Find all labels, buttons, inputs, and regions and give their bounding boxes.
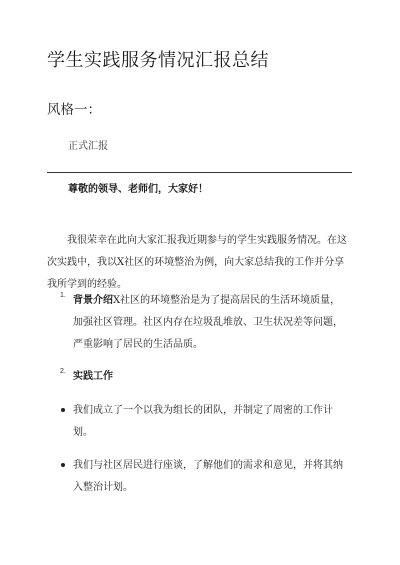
intro-paragraph: 我很荣幸在此向大家汇报我近期参与的学生实践服务情况。在这次实践中，我以X社区的环境整治为例，向大家总结我的工作并分享我所学到的经验。 [47,235,347,290]
item-heading: 背景介绍 [73,295,113,306]
document-title: 学生实践服务情况汇报总结 [47,50,269,71]
item-heading: 实践工作 [73,371,113,382]
bullet-icon [61,463,65,467]
bullet-icon [61,408,65,412]
item-text: X社区的环境整治是为了提高居民的生活环境质量，加强社区管理。社区内存在垃圾乱堆放、卫生状况差等问题，严重影响了居民的生活品质。 [73,295,343,350]
list-item-text: 我们与社区居民进行座谈，了解他们的需求和意见，并将其纳入整治计划。 [73,460,343,493]
list-item-text: 我们成立了一个以我为组长的团队，并制定了周密的工作计划。 [73,405,333,438]
style-sub-label: 正式汇报 [68,141,108,152]
divider-line [47,172,352,173]
style-label: 风格一： [47,102,101,118]
item-number: 1. [60,292,66,299]
greeting: 尊敬的领导、老师们，大家好！ [68,184,208,195]
item-number: 2. [60,368,66,375]
